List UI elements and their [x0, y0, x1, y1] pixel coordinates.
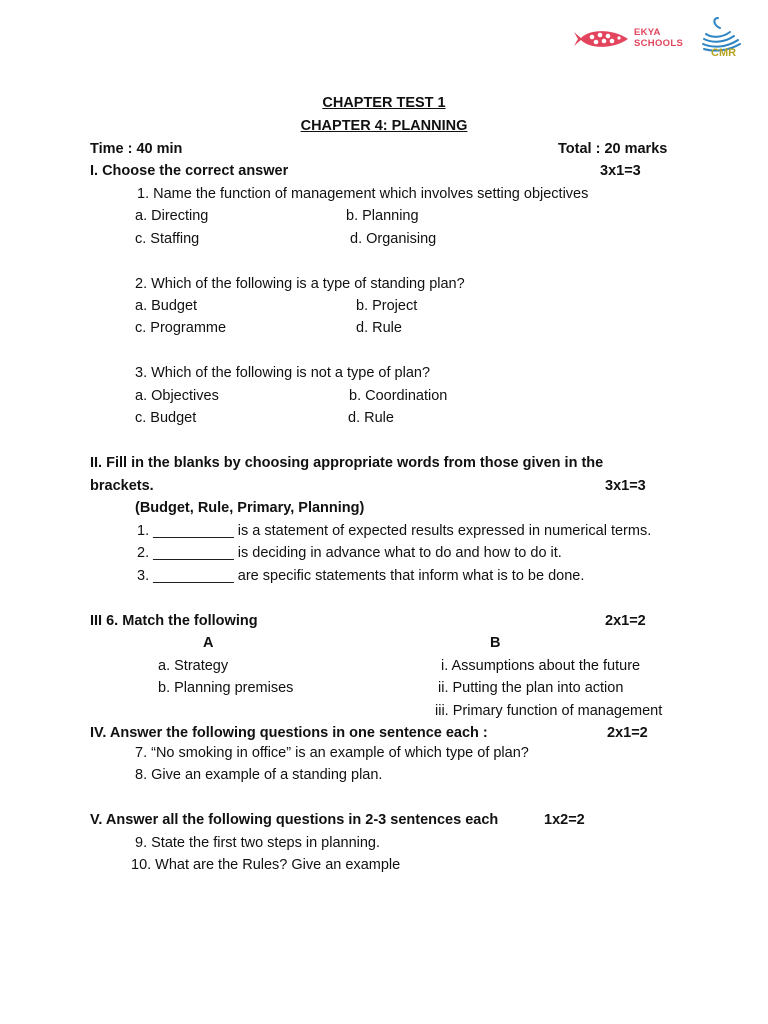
ekya-schools-logo-text: EKYA SCHOOLS	[634, 27, 684, 49]
blank-question-1: 1. __________ is a statement of expected results expressed in numerical terms.	[137, 523, 652, 539]
long-question-9: 9. State the first two steps in planning.	[135, 835, 381, 851]
chapter-title: CHAPTER 4: PLANNING	[300, 118, 468, 134]
short-question-7: 7. “No smoking in office” is an example of which type of plan?	[135, 745, 529, 761]
column-b-header: B	[490, 635, 501, 651]
section5-marks: 1x2=2	[544, 812, 585, 828]
q2-option-b: b. Project	[356, 298, 418, 314]
q3-option-c: c. Budget	[135, 410, 197, 426]
word-bank: (Budget, Rule, Primary, Planning)	[135, 500, 365, 516]
section2-heading-cont: brackets.	[90, 478, 154, 494]
q1-option-a: a. Directing	[135, 208, 209, 224]
q2-option-c: c. Programme	[135, 320, 227, 336]
long-question-10: 10. What are the Rules? Give an example	[131, 857, 401, 873]
column-a-header: A	[203, 635, 214, 651]
section5-heading: V. Answer all the following questions in 2-3 sentences each	[90, 812, 499, 828]
q1-option-d: d. Organising	[350, 231, 437, 247]
section3-heading: III 6. Match the following	[90, 613, 258, 629]
total-marks-label: Total : 20 marks	[558, 141, 668, 157]
test-title: CHAPTER TEST 1	[322, 95, 446, 111]
section2-marks: 3x1=3	[605, 478, 646, 494]
q1-option-b: b. Planning	[346, 208, 419, 224]
match-b-item-2: ii. Putting the plan into action	[438, 680, 624, 696]
section1-heading: I. Choose the correct answer	[90, 163, 289, 179]
section4-marks: 2x1=2	[607, 725, 648, 741]
cmr-logo-text: CMR	[711, 47, 737, 59]
blank-question-3: 3. __________ are specific statements that inform what is to be done.	[137, 568, 585, 584]
section1-marks: 3x1=3	[600, 163, 641, 179]
blank-question-2: 2. __________ is deciding in advance what to do and how to do it.	[137, 545, 562, 561]
question-3: 3. Which of the following is not a type of plan?	[135, 365, 431, 381]
question-2: 2. Which of the following is a type of standing plan?	[135, 276, 465, 292]
q3-option-d: d. Rule	[348, 410, 394, 426]
q2-option-a: a. Budget	[135, 298, 198, 314]
q3-option-b: b. Coordination	[349, 388, 448, 404]
time-label: Time : 40 min	[90, 141, 183, 157]
match-b-item-1: i. Assumptions about the future	[441, 658, 641, 674]
section3-marks: 2x1=2	[605, 613, 646, 629]
q3-option-a: a. Objectives	[135, 388, 219, 404]
match-a-item-2: b. Planning premises	[158, 680, 294, 696]
short-question-8: 8. Give an example of a standing plan.	[135, 767, 383, 783]
section2-heading: II. Fill in the blanks by choosing appropriate words from those given in the	[90, 455, 604, 471]
section4-heading: IV. Answer the following questions in one sentence each :	[90, 725, 488, 741]
question-1: 1. Name the function of management which involves setting objectives	[137, 186, 589, 202]
q1-option-c: c. Staffing	[135, 231, 200, 247]
q2-option-d: d. Rule	[356, 320, 402, 336]
match-a-item-1: a. Strategy	[158, 658, 229, 674]
match-b-item-3: iii. Primary function of management	[435, 703, 663, 719]
